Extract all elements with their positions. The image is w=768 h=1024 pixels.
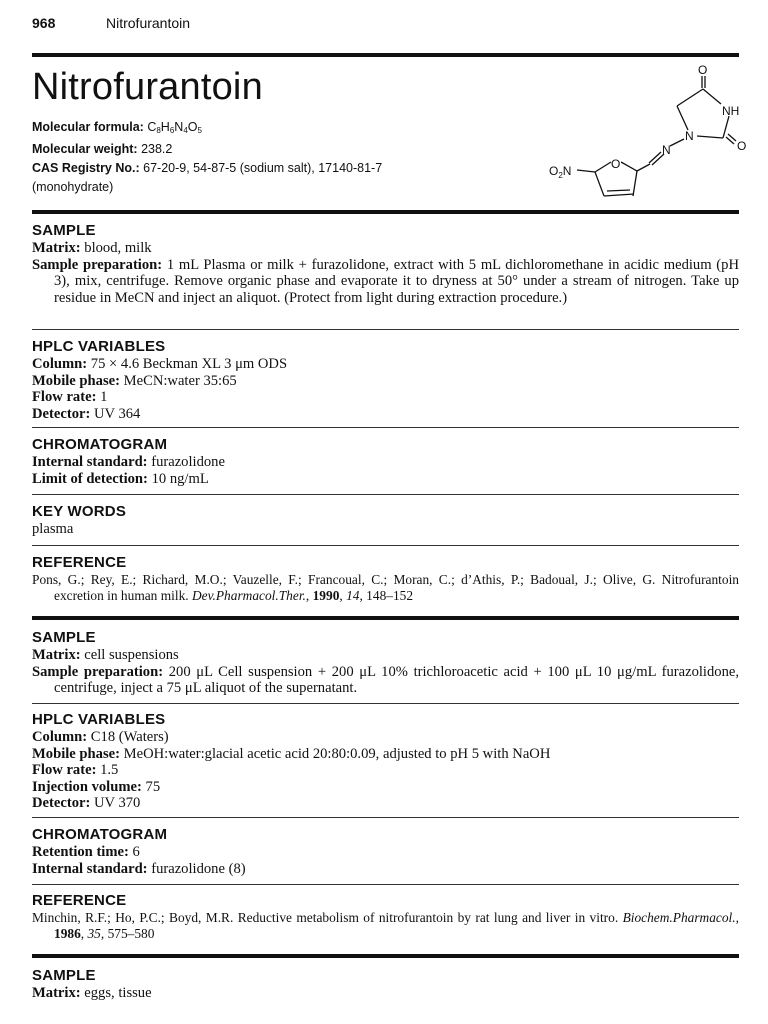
detection-limit-row: Limit of detection: 10 ng/mL — [32, 470, 209, 487]
divider — [32, 329, 739, 330]
flow-rate-row: Flow rate: 1 — [32, 389, 108, 405]
ring-nitrogen: N — [685, 129, 694, 143]
entry-separator-rule — [32, 616, 739, 620]
cas-row — [32, 159, 382, 178]
section-heading: HPLC VARIABLES — [32, 711, 166, 728]
nitro-group-label: $O_2N$ — [549, 164, 572, 180]
matrix-row: Matrix: cell suspensions — [32, 647, 179, 663]
citation: Minchin, R.F.; Ho, P.C.; Boyd, M.R. Reductive metabolism of nitrofurantoin by rat lung and liver in vitro. Biochem.Pharmacol., 1986, 35, 575–580 — [32, 910, 739, 941]
azo-nitrogen: N — [662, 143, 671, 157]
section-heading: REFERENCE — [32, 892, 127, 909]
weight-label: Molecular weight: — [32, 142, 138, 156]
drug-title: Nitrofurantoin — [32, 66, 263, 108]
section-rule — [32, 210, 739, 214]
divider — [32, 545, 739, 546]
sample-section-1 — [32, 222, 739, 306]
weight-value: 238.2 — [141, 142, 173, 156]
running-header — [32, 15, 191, 31]
formula-value: $C_8H_6N_4O_5$ — [147, 120, 202, 135]
mobile-phase-row: Mobile phase: MeCN:water 35:65 — [32, 372, 237, 389]
sample-prep-row: Sample preparation: 200 μL Cell suspension + 200 μL 10% trichloroacetic acid + 100 μL 10 μg/mL furazolidone, centrifuge, inject a 75 μL aliquot of the supernatant. — [32, 663, 739, 696]
formula-label: Molecular formula: — [32, 120, 144, 134]
section-heading: HPLC VARIABLES — [32, 338, 166, 355]
divider — [32, 884, 739, 885]
internal-standard-row: Internal standard: furazolidone (8) — [32, 860, 246, 877]
detector-row: Detector: UV 364 — [32, 405, 141, 422]
running-title: Nitrofurantoin — [106, 15, 191, 31]
entry-separator-rule — [32, 954, 739, 958]
hplc-section-2 — [32, 711, 739, 812]
keywords-section — [32, 503, 739, 538]
nh-label: NH — [722, 104, 740, 118]
chemical-structure — [537, 58, 747, 208]
molecular-weight-row — [32, 140, 382, 159]
detector-row: Detector: UV 370 — [32, 795, 141, 811]
internal-standard-row: Internal standard: furazolidone — [32, 454, 225, 470]
section-heading: KEY WORDS — [32, 503, 127, 520]
mobile-phase-row: Mobile phase: MeOH:water:glacial acetic acid 20:80:0.09, adjusted to pH 5 with NaOH — [32, 745, 551, 762]
reference-section-2 — [32, 892, 739, 942]
section-heading: CHROMATOGRAM — [32, 436, 168, 453]
chromatogram-section-1 — [32, 436, 739, 487]
column-row: Column: C18 (Waters) — [32, 729, 169, 745]
matrix-row: Matrix: blood, milk — [32, 240, 152, 256]
section-heading: SAMPLE — [32, 629, 96, 646]
section-heading: SAMPLE — [32, 967, 96, 984]
column-row: Column: 75 × 4.6 Beckman XL 3 μm ODS — [32, 356, 288, 372]
top-rule — [32, 53, 739, 57]
reference-section-1 — [32, 554, 739, 604]
keywords-text: plasma — [32, 521, 74, 537]
divider — [32, 494, 739, 495]
cas-label: CAS Registry No.: — [32, 161, 140, 175]
sample-section-2 — [32, 629, 739, 697]
sample-section-3 — [32, 967, 739, 1002]
divider — [32, 703, 739, 704]
chromatogram-section-2 — [32, 826, 739, 877]
section-heading: SAMPLE — [32, 222, 96, 239]
injection-volume-row: Injection volume: 75 — [32, 778, 161, 795]
page-number: 968 — [32, 15, 56, 31]
flow-rate-row: Flow rate: 1.5 — [32, 762, 119, 778]
carbonyl-oxygen-top: O — [698, 63, 708, 77]
section-heading: REFERENCE — [32, 554, 127, 571]
hplc-section-1 — [32, 338, 739, 422]
retention-time-row: Retention time: 6 — [32, 844, 140, 860]
divider — [32, 427, 739, 428]
matrix-row: Matrix: eggs, tissue — [32, 985, 152, 1001]
molecular-formula-row — [32, 118, 382, 140]
section-heading: CHROMATOGRAM — [32, 826, 168, 843]
sample-prep-row: Sample preparation: 1 mL Plasma or milk + furazolidone, extract with 5 mL dichloromethane in acidic medium (pH 3), mix, centrifuge. Remove organic phase and evaporate it to dryness at 50° under a stream of nitrogen. Take up residue in MeCN and inject an aliquot. (Protect from light during extraction procedure.) — [32, 256, 739, 306]
citation: Pons, G.; Rey, E.; Richard, M.O.; Vauzelle, F.; Francoual, C.; Moran, C.; d’Athis, P.; Badoual, J.; Olive, G. Nitrofurantoin excretion in human milk. Dev.Pharmacol.Ther., 1990, 14, 148–152 — [32, 572, 739, 603]
furan-oxygen: O — [611, 157, 621, 171]
drug-metadata — [32, 118, 382, 197]
cas-continuation: (monohydrate) — [32, 180, 114, 194]
divider — [32, 817, 739, 818]
cas-value: 67-20-9, 54-87-5 (sodium salt), 17140-81-7 — [143, 161, 383, 175]
carbonyl-oxygen-right: O — [737, 139, 747, 153]
